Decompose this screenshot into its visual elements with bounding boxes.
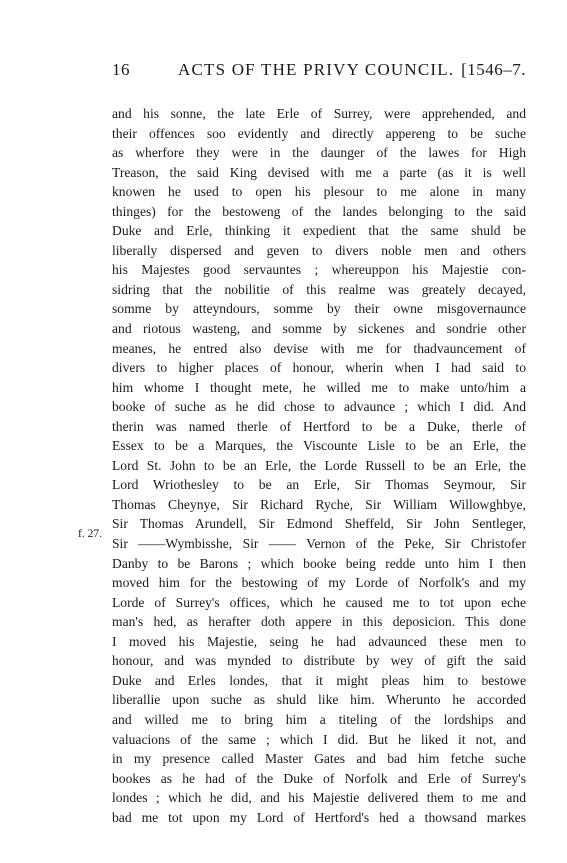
text-line: bookes as he had of the Duke of Norfolk and Erle of Surrey's xyxy=(112,770,526,786)
text-line: moved him for the bestowing of my Lorde of Norfolk's and my xyxy=(112,575,526,591)
text-line: his Majestes good servauntes ; whereuppon his Majestie con- xyxy=(112,262,526,278)
text-line: thinges) for the bestoweng of the landes belonging to the said xyxy=(112,203,526,219)
text-line: Thomas Cheynye, Sir Richard Ryche, Sir William Willowghbye, xyxy=(112,496,526,512)
text-line: I moved his Majestie, seing he had advaunced these men to xyxy=(112,633,526,649)
header-title: ACTS OF THE PRIVY COUNCIL. xyxy=(178,60,455,79)
text-line: man's hed, as herafter doth appere in this deposicion. This done xyxy=(112,614,526,630)
text-line: Lord Wriothesley to be an Erle, Sir Thomas Seymour, Sir xyxy=(112,477,526,493)
text-line: Sir Thomas Arundell, Sir Edmond Sheffeld, Sir John Sentleger, xyxy=(112,516,526,532)
text-line: londes ; which he did, and his Majestie delivered them to me and xyxy=(112,790,526,806)
margin-folio-note: f. 27. xyxy=(78,528,102,540)
text-line: as wherfore they were in the daunger of the lawes for High xyxy=(112,145,526,161)
text-line: their offences soo evidently and directly appereng to be suche xyxy=(112,125,526,141)
text-line: Essex to be a Marques, the Viscounte Lisle to be an Erle, the xyxy=(112,438,526,454)
header-date: [1546–7. xyxy=(461,60,526,79)
body-text xyxy=(112,104,526,827)
text-line: liberally dispersed and geven to divers noble men and others xyxy=(112,242,526,258)
text-line: valuacions of the same ; which I did. But he liked it not, and xyxy=(112,731,526,747)
text-line: honour, and was mynded to distribute by wey of gift the said xyxy=(112,653,526,669)
text-line: him whome I thought mete, he willed me to make unto/him a xyxy=(112,379,526,395)
text-line: booke of suche as he did chose to advaunce ; which I did. And xyxy=(112,399,526,415)
text-line: and willed me to bring him a titeling of the lordships and xyxy=(112,711,526,727)
text-line: and riotous wasteng, and somme by sickenes and sondrie other xyxy=(112,321,526,337)
text-line: Lord St. John to be an Erle, the Lorde Russell to be an Erle, the xyxy=(112,457,526,473)
text-line: Duke and Erle, thinking it expedient that the same shuld be xyxy=(112,223,526,239)
page-number: 16 xyxy=(112,60,130,79)
text-line: Treason, the said King devised with me a parte (as it is well xyxy=(112,164,526,180)
text-line: bad me tot upon my Lord of Hertford's hed a thowsand markes xyxy=(112,809,526,825)
text-line: knowen he used to open his plesour to me alone in many xyxy=(112,184,526,200)
text-line: Sir ——Wymbisshe, Sir —— Vernon of the Peke, Sir Christofer xyxy=(112,536,526,552)
text-line: divers to higher places of honour, wherin when I had said to xyxy=(112,360,526,376)
text-line: and his sonne, the late Erle of Surrey, were apprehended, and xyxy=(112,106,526,121)
running-head xyxy=(112,60,526,82)
text-line: in my presence called Master Gates and bad him fetche suche xyxy=(112,751,526,767)
text-line: therin was named therle of Hertford to be a Duke, therle of xyxy=(112,418,526,434)
text-line: meanes, he entred also devise with me for thadvauncement of xyxy=(112,340,526,356)
text-line: sidring that the nobilitie of this realme was greately decayed, xyxy=(112,281,526,297)
text-line: Danby to be Barons ; which booke being redde unto him I then xyxy=(112,555,526,571)
text-line: Lorde of Surrey's offices, which he caused me to tot upon eche xyxy=(112,594,526,610)
text-line: liberallie upon suche as shuld like him. Wherunto he accorded xyxy=(112,692,526,708)
text-line: somme by atteyndours, somme by their owne misgovernaunce xyxy=(112,301,526,317)
text-line: Duke and Erles londes, that it might pleas him to bestowe xyxy=(112,672,526,688)
